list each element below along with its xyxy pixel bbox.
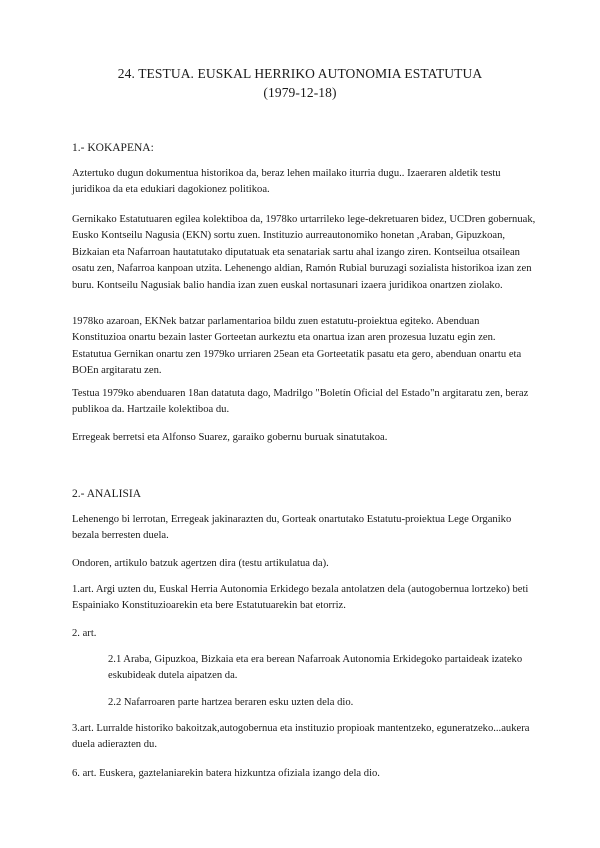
paragraph: Erregeak berretsi eta Alfonso Suarez, garaiko gobernu buruak sinatutakoa. <box>72 432 388 443</box>
paragraph: Gernikako Estatutuaren egilea kolektiboa da, 1978ko urtarrileko lege-dekretuaren bidez, UCDren gobernuak, Eusko Kontseilu Nagusia (EKN) sortu zuen. Instituzio aurreautonomiko honetan ,Araban, Gipuzkoan, Bizkaian eta Nafarroan hautatutako diputatuak eta senatariak sartu ahal izango ziren. Kontseilua otsailean osatu zen, Nafarroa kanpoan utzita. Lehenengo aldian, Ramón Rubial buruzagi sozialista historikoa izan zen buru. Kontseilu Nagusiak balio handia izan zuen euskal nortasunari izaera juridikoa onartzen ziolako. <box>72 214 536 291</box>
section-heading-kokapena: 1.- KOKAPENA: <box>72 142 154 154</box>
section-heading-analisia: 2.- ANALISIA <box>72 488 141 500</box>
document-title: 24. TESTUA. EUSKAL HERRIKO AUTONOMIA ESTATUTUA <box>117 66 483 81</box>
paragraph: 3.art. Lurralde historiko bakoitzak,autogobernua eta instituzio propioak mantentzeko, eguneratzeko...aukera duela adierazten du. <box>72 723 530 751</box>
paragraph-indented: 2.1 Araba, Gipuzkoa, Bizkaia eta era berean Nafarroak Autonomia Erkidegoko partaideak izateko eskubideak dutela aipatzen da. <box>108 654 523 682</box>
paragraph: Testua 1979ko abenduaren 18an datatuta dago, Madrilgo "Boletín Oficial del Estado"n argitaratu zen, beraz publikoa da. Hartzaile kolektiboa du. <box>72 388 529 416</box>
paragraph: 1978ko azaroan, EKNek batzar parlamentarioa bildu zuen estatutu-proiektua egiteko. Abenduan Konstituzioa onartu bezain laster Gorteetan aurkeztu eta onartua izan aren prozesua luzatu egin zen. Estatutua Gernikan onartu zen 1979ko urriaren 25ean eta Gorteetatik pasatu eta gero, abenduan onartu eta BOEn argitaratu zen. <box>72 316 522 377</box>
paragraph: Aztertuko dugun dokumentua historikoa da, beraz lehen mailako iturria dugu.. Izaeraren aldetik testu juridikoa da eta edukiari dagokionez politikoa. <box>72 168 501 196</box>
paragraph: Lehenengo bi lerrotan, Erregeak jakinarazten du, Gorteak onartutako Estatutu-proiektua Lege Organiko bezala berresten duela. <box>72 514 512 542</box>
paragraph: 2. art. <box>72 628 97 639</box>
paragraph: 6. art. Euskera, gaztelaniarekin batera hizkuntza ofiziala izango dela dio. <box>72 768 380 779</box>
paragraph: 1.art. Argi uzten du, Euskal Herria Autonomia Erkidego bezala antolatzen dela (autogobernua lortzeko) beti Espainiako Konstituzioarekin eta bere Estatutuarekin bat etorriz. <box>72 584 529 612</box>
paragraph: Ondoren, artikulo batzuk agertzen dira (testu artikulatua da). <box>72 558 329 569</box>
paragraph-indented: 2.2 Nafarroaren parte hartzea beraren esku uzten dela dio. <box>108 697 354 708</box>
document-date: (1979-12-18) <box>263 85 337 100</box>
